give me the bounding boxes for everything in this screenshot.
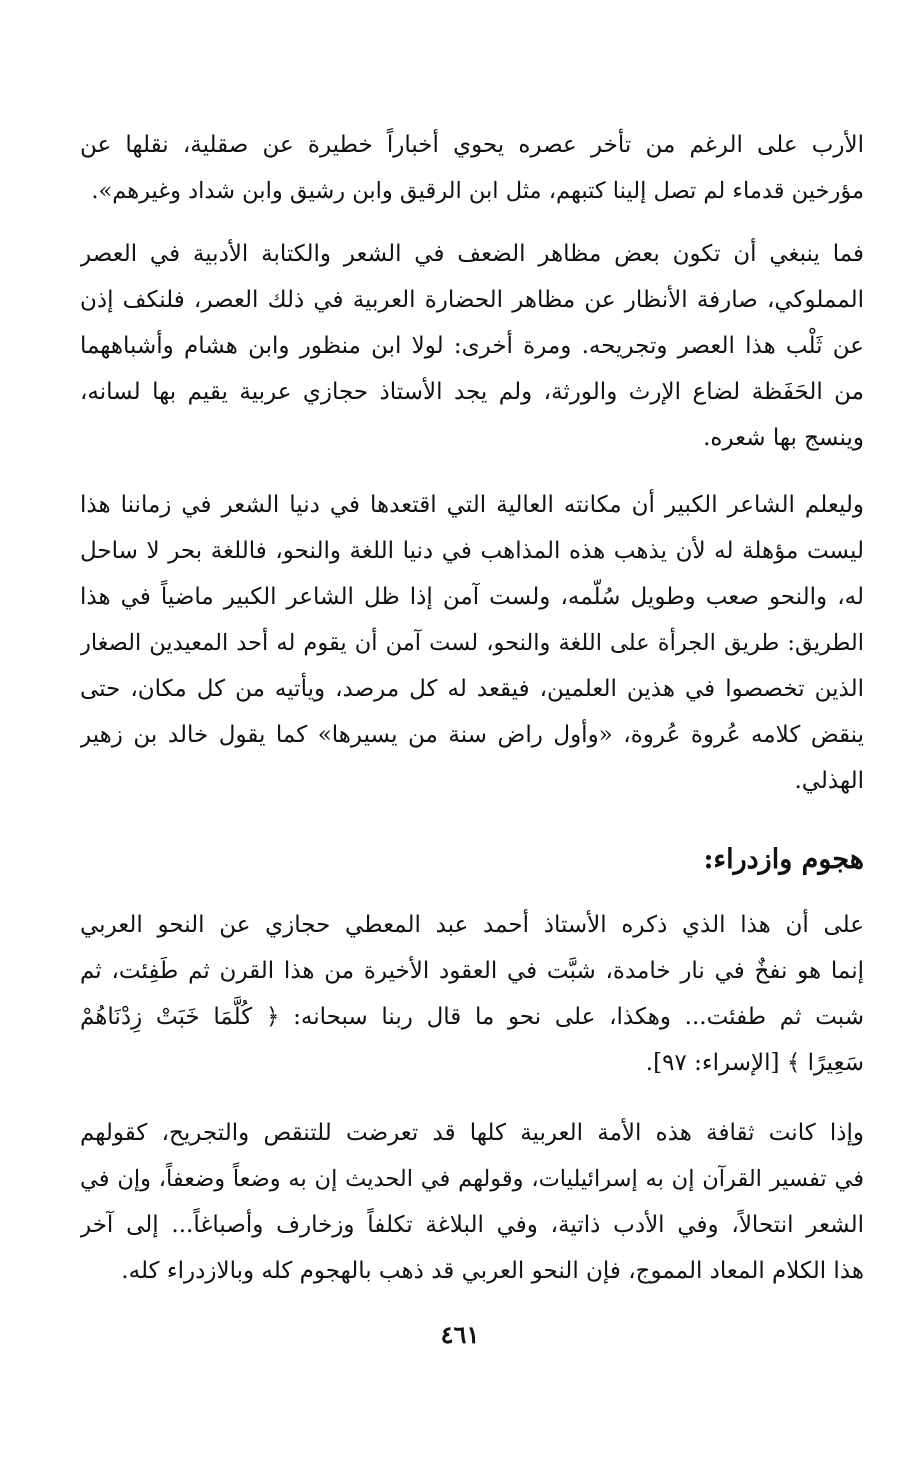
text-line: على أن هذا الذي ذكره الأستاذ أحمد عبد المعطي حجازي عن النحو العربي	[80, 912, 864, 938]
text-line: من الحَفَظة لضاع الإرث والورثة، ولم يجد الأستاذ حجازي عربية يقيم بها لسانه،	[80, 379, 864, 405]
text-line: ينقض كلامه عُروة عُروة، «وأول راض سنة من يسيرها» كما يقول خالد بن زهير	[80, 722, 864, 748]
text-line: وليعلم الشاعر الكبير أن مكانته العالية التي اقتعدها في دنيا الشعر في زماننا هذا	[80, 492, 864, 518]
text-line: عن ثَلْب هذا العصر وتجريحه. ومرة أخرى: لولا ابن منظور وابن هشام وأشباههما	[80, 333, 864, 359]
text-line: سَعِيرًا ﴾ [الإسراء: ٩٧].	[645, 1050, 864, 1076]
text-line: الأرب على الرغم من تأخر عصره يحوي أخباراً خطيرة عن صقلية، نقلها عن	[80, 132, 864, 158]
text-line: هذا الكلام المعاد المموج، فإن النحو العربي قد ذهب بالهجوم كله وبالازدراء كله.	[121, 1258, 864, 1284]
text-line: إنما هو نفخٌ في نار خامدة، شبَّت في العقود الأخيرة من هذا القرن ثم طَفِئت، ثم	[80, 958, 864, 984]
text-line: المملوكي، صارفة الأنظار عن مظاهر الحضارة العربية في ذلك العصر، فلنكف إذن	[80, 287, 864, 313]
text-line: الهذلي.	[794, 768, 864, 794]
text-line: شبت ثم طفئت... وهكذا، على نحو ما قال ربنا سبحانه: ﴿ كُلَّمَا خَبَتْ زِدْنَاهُمْ	[80, 1004, 864, 1030]
text-line: وإذا كانت ثقافة هذه الأمة العربية كلها قد تعرضت للتنقص والتجريح، كقولهم	[80, 1120, 864, 1146]
page-number: ٤٦١	[440, 1320, 480, 1349]
text-line: الطريق: طريق الجرأة على اللغة والنحو، لست آمن أن يقوم له أحد المعيدين الصغار	[80, 630, 864, 656]
text-line: مؤرخين قدماء لم تصل إلينا كتبهم، مثل ابن الرقيق وابن رشيق وابن شداد وغيرهم».	[91, 178, 864, 204]
text-line: فما ينبغي أن تكون بعض مظاهر الضعف في الشعر والكتابة الأدبية في العصر	[80, 241, 864, 267]
text-line: الشعر انتحالاً، وفي الأدب ذاتية، وفي البلاغة تكلفاً وزخارف وأصباغاً... إلى آخر	[80, 1212, 864, 1238]
text-line: وينسج بها شعره.	[703, 425, 864, 451]
text-line: له، والنحو صعب وطويل سُلّمه، ولست آمن إذا ظل الشاعر الكبير ماضياً في هذا	[80, 584, 864, 610]
text-line: الذين تخصصوا في هذين العلمين، فيقعد له كل مرصد، ويأتيه من كل مكان، حتى	[80, 676, 864, 702]
text-line: ليست مؤهلة له لأن يذهب هذه المذاهب في دنيا اللغة والنحو، فاللغة بحر لا ساحل	[80, 538, 864, 564]
section-heading: هجوم وازدراء:	[703, 844, 864, 875]
text-line: في تفسير القرآن إن به إسرائيليات، وقولهم في الحديث إن به وضعاً وضعفاً، وإن في	[80, 1166, 864, 1192]
